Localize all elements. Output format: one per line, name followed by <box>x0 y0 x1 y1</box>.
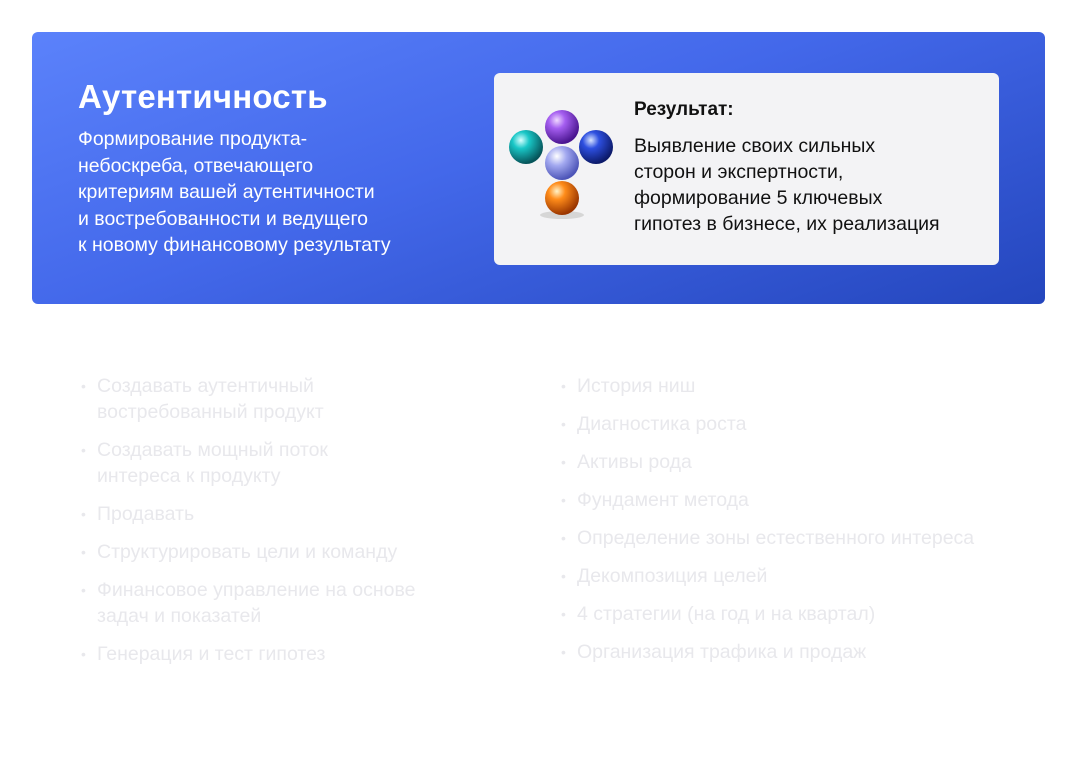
hero-description: Формирование продукта- небоскреба, отвечающего критериям вашей аутентичности и востребованности и ведущего к новому финансовому результату <box>78 128 391 256</box>
hero-banner <box>32 32 1045 304</box>
result-title: Результат: <box>634 99 734 120</box>
bullet-icon: • <box>81 442 86 458</box>
list-item: • История ниш <box>561 375 696 397</box>
bullet-icon: • <box>81 646 86 662</box>
crystal-balls-icon <box>506 107 618 225</box>
bullet-icon: • <box>561 606 566 622</box>
list-item: • Фундамент метода <box>561 489 749 511</box>
result-card <box>494 73 999 265</box>
list-item: • 4 стратегии (на год и на квартал) <box>561 603 876 625</box>
bullet-icon: • <box>81 544 86 560</box>
bullet-icon: • <box>561 454 566 470</box>
bullet-icon: • <box>561 530 566 546</box>
list-item: • Определение зоны естественного интереса <box>561 527 975 549</box>
list-item: • Финансовое управление на основе задач и показатей <box>81 579 416 627</box>
list-item: • Организация трафика и продаж <box>561 641 867 663</box>
bullet-icon: • <box>81 506 86 522</box>
bullet-icon: • <box>561 492 566 508</box>
bullet-icon: • <box>561 416 566 432</box>
list-item: • Декомпозиция целей <box>561 565 768 587</box>
list-item: • Создавать аутентичный востребованный продукт <box>81 375 324 423</box>
bullet-icon: • <box>561 568 566 584</box>
list-item: • Генерация и тест гипотез <box>81 643 326 665</box>
list-item: • Структурировать цели и команду <box>81 541 398 563</box>
list-item: • Диагностика роста <box>561 413 747 435</box>
benefits-list <box>79 373 499 679</box>
hero-title: Аутентичность <box>78 78 328 115</box>
result-text: Выявление своих сильных сторон и экспертности, формирование 5 ключевых гипотез в бизнесе, их реализация <box>634 135 940 235</box>
bullet-icon: • <box>81 582 86 598</box>
program-list <box>559 373 1039 677</box>
list-item: • Создавать мощный поток интереса к продукту <box>81 439 328 487</box>
bullet-icon: • <box>81 378 86 394</box>
bullet-icon: • <box>561 378 566 394</box>
list-item: • Активы рода <box>561 451 692 473</box>
bullet-icon: • <box>561 644 566 660</box>
list-item: • Продавать <box>81 503 195 525</box>
